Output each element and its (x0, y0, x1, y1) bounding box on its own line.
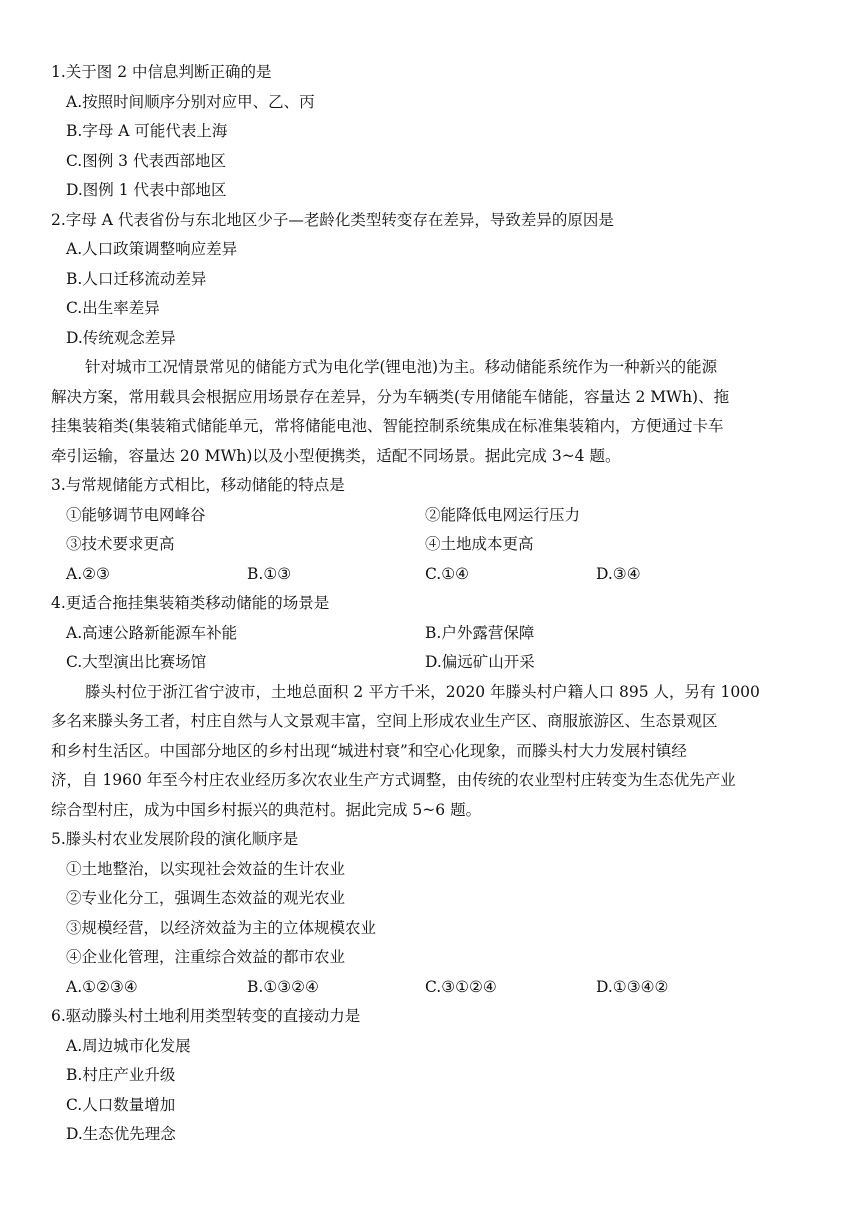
question-1-stem: 1.关于图 2 中信息判断正确的是 (51, 63, 272, 81)
question-3-options-row (0, 560, 868, 590)
passage-1-line-3: 挂集装箱类(集装箱式储能单元，常将储能电池、智能控制系统集成在标准集装箱内，方便通过卡车 (51, 417, 724, 435)
question-3-items-row-2 (0, 530, 868, 560)
question-5-option-d: D.①③④② (596, 978, 669, 996)
question-1-option-d: D.图例 1 代表中部地区 (66, 181, 227, 199)
question-5-stem: 5.滕头村农业发展阶段的演化顺序是 (51, 830, 299, 848)
question-4-option-b: B.户外露营保障 (425, 624, 535, 642)
question-3-item-4: ④土地成本更高 (425, 535, 534, 553)
question-4-options-row-1 (0, 619, 868, 649)
question-4-stem: 4.更适合拖挂集装箱类移动储能的场景是 (51, 594, 330, 612)
question-5-item-2: ②专业化分工，强调生态效益的观光农业 (66, 889, 346, 907)
question-1-option-a: A.按照时间顺序分别对应甲、乙、丙 (66, 93, 315, 111)
question-5-item-4: ④企业化管理，注重综合效益的都市农业 (66, 948, 346, 966)
question-2-option-b: B.人口迁移流动差异 (66, 270, 207, 288)
question-6-stem: 6.驱动滕头村土地利用类型转变的直接动力是 (51, 1007, 361, 1025)
question-3-option-b: B.①③ (247, 565, 292, 583)
question-5-item-3: ③规模经营，以经济效益为主的立体规模农业 (66, 919, 377, 937)
question-5-option-b: B.①③②④ (247, 978, 319, 996)
passage-2-line-1: 滕头村位于浙江省宁波市，土地总面积 2 平方千米，2020 年滕头村户籍人口 895 人，另有 1000 (85, 683, 760, 701)
question-3-item-1: ①能够调节电网峰谷 (66, 506, 206, 524)
passage-2-line-2: 多名来滕头务工者，村庄自然与人文景观丰富，空间上形成农业生产区、商服旅游区、生态景观区 (51, 712, 718, 730)
question-6-option-b: B.村庄产业升级 (66, 1066, 176, 1084)
question-6-option-c: C.人口数量增加 (66, 1096, 176, 1114)
question-3-option-c: C.①④ (425, 565, 470, 583)
question-2-option-c: C.出生率差异 (66, 299, 160, 317)
question-2-option-d: D.传统观念差异 (66, 329, 176, 347)
question-2-option-a: A.人口政策调整响应差异 (66, 240, 238, 258)
question-3-option-a: A.②③ (66, 565, 110, 583)
question-5-option-c: C.③①②④ (425, 978, 497, 996)
question-4-option-c: C.大型演出比赛场馆 (66, 653, 207, 671)
question-1-option-c: C.图例 3 代表西部地区 (66, 152, 226, 170)
question-3-option-d: D.③④ (596, 565, 641, 583)
passage-2-line-4: 济，自 1960 年至今村庄农业经历多次农业生产方式调整，由传统的农业型村庄转变为生态优先产业 (51, 771, 736, 789)
question-5-item-1: ①土地整治，以实现社会效益的生计农业 (66, 860, 346, 878)
passage-2-line-5: 综合型村庄，成为中国乡村振兴的典范村。据此完成 5~6 题。 (51, 801, 482, 819)
question-3-item-3: ③技术要求更高 (66, 535, 175, 553)
question-5-options-row (0, 973, 868, 1003)
question-3-item-2: ②能降低电网运行压力 (425, 506, 581, 524)
question-2-stem: 2.字母 A 代表省份与东北地区少子—老龄化类型转变存在差异，导致差异的原因是 (51, 211, 614, 229)
question-5-option-a: A.①②③④ (66, 978, 138, 996)
question-1-option-b: B.字母 A 可能代表上海 (66, 122, 228, 140)
passage-1-line-1: 针对城市工况情景常见的储能方式为电化学(锂电池)为主。移动储能系统作为一种新兴的能源 (85, 358, 718, 376)
question-3-stem: 3.与常规储能方式相比，移动储能的特点是 (51, 476, 345, 494)
question-3-items-row-1 (0, 501, 868, 531)
passage-1-line-2: 解决方案，常用载具会根据应用场景存在差异，分为车辆类(专用储能车储能，容量达 2 MWh)、拖 (51, 388, 730, 406)
passage-2-line-3: 和乡村生活区。中国部分地区的乡村出现“城进村衰”和空心化现象，而滕头村大力发展村镇经 (51, 742, 687, 760)
question-4-options-row-2 (0, 648, 868, 678)
question-6-option-a: A.周边城市化发展 (66, 1037, 191, 1055)
question-4-option-d: D.偏远矿山开采 (425, 653, 535, 671)
passage-1-line-4: 牵引运输，容量达 20 MWh)以及小型便携类，适配不同场景。据此完成 3~4 题。 (51, 447, 621, 465)
question-6-option-d: D.生态优先理念 (66, 1125, 176, 1143)
question-4-option-a: A.高速公路新能源车补能 (66, 624, 238, 642)
